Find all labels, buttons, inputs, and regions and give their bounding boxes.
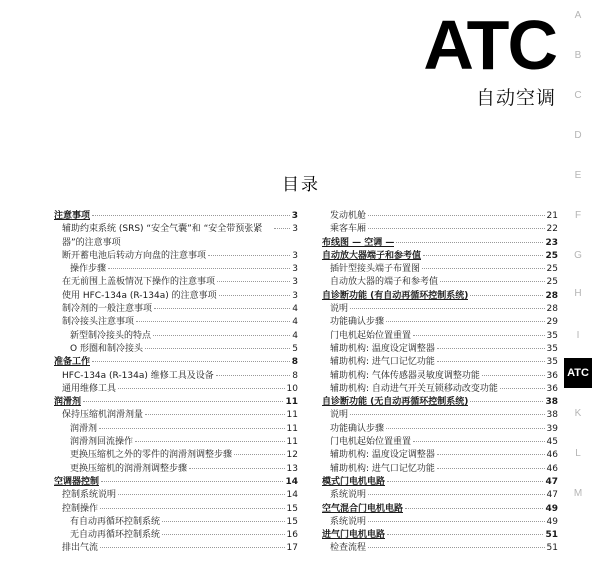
toc-leader-dots [100, 546, 285, 548]
toc-entry-page: 47 [545, 476, 558, 487]
toc-entry-title: 通用维修工具 [62, 383, 117, 394]
toc-entry[interactable] [322, 223, 558, 236]
toc-entry[interactable] [54, 356, 298, 369]
toc-entry[interactable] [54, 210, 298, 223]
toc-entry-page: 51 [545, 530, 558, 541]
toc-leader-dots [135, 440, 285, 442]
toc-entry-page: 14 [285, 476, 298, 487]
toc-entry[interactable] [54, 516, 298, 529]
toc-entry-title: 操作步骤 [70, 264, 107, 275]
toc-entry-title: O 形圈和制冷接头 [70, 343, 143, 354]
toc-entry[interactable] [322, 489, 558, 502]
toc-entry-title: 润滑剂回流操作 [70, 437, 134, 448]
toc-entry-title: 断开蓄电池后转动方向盘的注意事项 [62, 250, 207, 261]
toc-right-column [322, 210, 558, 556]
toc-leader-dots [189, 467, 285, 469]
toc-leader-dots [500, 387, 545, 389]
toc-entry-title: 系统说明 [330, 490, 367, 501]
toc-entry[interactable] [322, 263, 558, 276]
toc-leader-dots [437, 360, 545, 362]
toc-entry-title: 自诊断功能 (有自动再循环控制系统) [322, 290, 469, 301]
toc-leader-dots [217, 280, 290, 282]
side-index-m[interactable]: M [573, 488, 583, 499]
toc-entry-page: 38 [546, 410, 558, 421]
toc-entry-title: 门电机起始位置重置 [330, 330, 412, 341]
toc-entry-title: 使用 HFC-134a (R-134a) 的注意事项 [62, 290, 217, 301]
toc-entry-page: 49 [546, 516, 558, 527]
toc-entry-page: 21 [546, 211, 558, 221]
toc-entry-page: 11 [285, 397, 298, 408]
toc-entry-page: 15 [286, 503, 298, 514]
toc-entry-title: 自动放大器的端子和参考值 [330, 277, 439, 288]
toc-entry-page: 11 [286, 437, 298, 448]
toc-entry[interactable] [54, 370, 298, 383]
toc-entry-title: 准备工作 [54, 357, 91, 368]
toc-entry-page: 23 [545, 237, 558, 248]
toc-leader-dots [386, 320, 545, 322]
toc-entry-page: 47 [546, 490, 558, 501]
toc-leader-dots [350, 413, 545, 415]
toc-leader-dots [368, 520, 545, 522]
toc-entry-title: 更换压缩机之外的零件的润滑剂调整步骤 [70, 450, 233, 461]
toc-entry[interactable] [54, 436, 298, 449]
toc-entry-page: 3 [292, 277, 298, 288]
toc-leader-dots [368, 546, 545, 548]
toc-entry[interactable] [54, 542, 298, 555]
side-index-h[interactable]: H [574, 288, 582, 299]
toc-entry[interactable] [322, 250, 558, 263]
toc-entry[interactable] [322, 529, 558, 542]
side-index-i[interactable]: I [576, 330, 580, 341]
toc-entry-page: 4 [292, 317, 298, 328]
toc-entry-title: 乘客车厢 [330, 224, 367, 235]
toc-entry-page: 8 [291, 357, 298, 368]
toc-leader-dots [162, 520, 285, 522]
toc-entry-page: 35 [546, 330, 558, 341]
toc-entry-page: 46 [546, 450, 558, 461]
toc-title: 目录 [282, 175, 320, 195]
toc-entry-title: 布线图 — 空调 — [322, 237, 395, 248]
toc-leader-dots [136, 320, 290, 322]
side-index-e[interactable]: E [574, 170, 582, 181]
toc-leader-dots [482, 374, 545, 376]
toc-entry-page: 14 [286, 490, 298, 501]
toc-leader-dots [470, 294, 543, 296]
toc-leader-dots [396, 241, 543, 243]
side-index-atc[interactable]: ATC [564, 358, 592, 388]
toc-entry-page: 15 [286, 516, 298, 527]
toc-entry[interactable] [54, 276, 298, 289]
toc-entry[interactable] [322, 330, 558, 343]
toc-entry-page: 25 [546, 264, 558, 275]
toc-entry-page: 4 [292, 330, 298, 341]
toc-leader-dots [208, 254, 290, 256]
toc-entry[interactable] [322, 463, 558, 476]
toc-entry-page: 3 [292, 264, 298, 275]
toc-leader-dots [470, 400, 543, 402]
toc-entry-page: 5 [292, 343, 298, 354]
toc-entry-page: 11 [286, 410, 298, 421]
toc-leader-dots [437, 347, 545, 349]
toc-entry-title: 进气门电机电路 [322, 530, 386, 541]
side-index-l[interactable]: L [575, 448, 581, 459]
side-index-d[interactable]: D [574, 130, 582, 141]
toc-leader-dots [118, 493, 285, 495]
toc-entry-title: 新型制冷接头的特点 [70, 330, 152, 341]
toc-leader-dots [368, 493, 545, 495]
toc-entry-title: 注意事项 [54, 211, 91, 221]
toc-left-column [54, 210, 298, 556]
toc-entry-page: 51 [546, 543, 558, 554]
toc-leader-dots [437, 453, 545, 455]
toc-entry-title: 辅助机构: 温度设定调整器 [330, 343, 435, 354]
toc-entry[interactable] [54, 343, 298, 356]
toc-entry-page: 22 [546, 224, 558, 235]
toc-entry-title: 辅助机构: 自动进气开关互锁移动改变功能 [330, 383, 498, 394]
toc-entry-title: 门电机起始位置重置 [330, 437, 412, 448]
toc-leader-dots [440, 280, 545, 282]
toc-entry[interactable] [322, 516, 558, 529]
toc-entry[interactable] [54, 476, 298, 489]
toc-leader-dots [405, 507, 543, 509]
toc-entry-title: 模式门电机电路 [322, 476, 386, 487]
toc-entry-title: 发动机舱 [330, 211, 367, 221]
toc-entry[interactable] [322, 503, 558, 516]
toc-entry-title: 辅助机构: 进气口记忆功能 [330, 357, 435, 368]
toc-entry[interactable] [322, 237, 558, 250]
toc-entry-page: 28 [545, 290, 558, 301]
toc-entry-title: 辅助机构: 进气口记忆功能 [330, 463, 435, 474]
toc-entry[interactable] [322, 542, 558, 555]
toc-leader-dots [413, 334, 545, 336]
toc-entry-title: 辅助机构: 气体传感器灵敏度调整功能 [330, 370, 480, 381]
side-index-c[interactable]: C [574, 90, 582, 101]
side-index [564, 0, 602, 561]
toc-entry[interactable] [54, 529, 298, 542]
toc-entry-title: 检查流程 [330, 543, 367, 554]
toc-entry-page: 13 [286, 463, 298, 474]
toc-entry-page: 4 [292, 304, 298, 315]
toc-entry-title: 无自动再循环控制系统 [70, 530, 161, 541]
toc-entry-title: 说明 [330, 410, 349, 421]
toc-leader-dots [118, 387, 285, 389]
toc-leader-dots [422, 267, 545, 269]
toc-entry[interactable] [322, 383, 558, 396]
toc-leader-dots [274, 227, 290, 229]
toc-entry[interactable] [54, 383, 298, 396]
section-subtitle: 自动空调 [475, 87, 556, 109]
toc-entry-page: 46 [546, 463, 558, 474]
toc-entry[interactable] [322, 423, 558, 436]
toc-entry-title: 辅助约束系统 (SRS) “安全气囊”和 “安全带预张紧器”的注意事项 [62, 224, 263, 248]
toc-entry-title: 说明 [330, 304, 349, 315]
toc-leader-dots [83, 400, 283, 402]
toc-leader-dots [368, 227, 545, 229]
toc-leader-dots [219, 294, 291, 296]
toc-entry-page: 3 [292, 290, 298, 301]
toc-leader-dots [154, 307, 290, 309]
toc-leader-dots [92, 214, 290, 216]
toc-entry-title: 制冷剂的一般注意事项 [62, 304, 153, 315]
toc-entry[interactable] [54, 250, 298, 263]
toc-leader-dots [386, 427, 545, 429]
toc-leader-dots [92, 360, 290, 362]
toc-leader-dots [350, 307, 545, 309]
toc-entry-page: 39 [546, 423, 558, 434]
toc-entry-title: 自诊断功能 (无自动再循环控制系统) [322, 397, 469, 408]
toc-entry-page: 25 [545, 250, 558, 261]
toc-entry-title: HFC-134a (R-134a) 维修工具及设备 [62, 370, 214, 381]
toc-entry[interactable] [322, 343, 558, 356]
toc-entry-page: 3 [292, 250, 298, 261]
toc-entry[interactable] [322, 409, 558, 422]
toc-entry-title: 保持压缩机润滑剂量 [62, 410, 144, 421]
toc-entry[interactable] [322, 316, 558, 329]
toc-leader-dots [145, 413, 285, 415]
toc-leader-dots [108, 267, 290, 269]
toc-entry-title: 系统说明 [330, 516, 367, 527]
toc-leader-dots [100, 507, 285, 509]
toc-entry-page: 12 [286, 450, 298, 461]
toc-entry[interactable] [322, 436, 558, 449]
toc-leader-dots [387, 533, 543, 535]
toc-leader-dots [216, 374, 291, 376]
side-index-f[interactable]: F [574, 210, 582, 221]
toc-entry-page: 49 [545, 503, 558, 514]
toc-entry[interactable] [322, 449, 558, 462]
toc-entry-title: 润滑剂 [54, 397, 82, 408]
toc-entry[interactable] [322, 356, 558, 369]
toc-leader-dots [153, 334, 290, 336]
toc-entry-title: 更换压缩机的润滑剂调整步骤 [70, 463, 188, 474]
toc-entry[interactable] [54, 303, 298, 316]
toc-leader-dots [413, 440, 545, 442]
toc-entry[interactable] [322, 396, 558, 409]
toc-entry[interactable] [322, 290, 558, 303]
toc-entry[interactable] [54, 290, 298, 303]
toc-entry-page: 10 [286, 383, 298, 394]
toc-entry-title: 功能确认步骤 [330, 317, 385, 328]
toc-entry[interactable] [54, 449, 298, 462]
toc-entry-title: 润滑剂 [70, 423, 98, 434]
side-index-g[interactable]: G [574, 250, 582, 261]
toc-entry-page: 35 [546, 357, 558, 368]
toc-leader-dots [423, 254, 543, 256]
toc-entry-title: 有自动再循环控制系统 [70, 516, 161, 527]
toc-leader-dots [162, 533, 285, 535]
toc-leader-dots [99, 427, 285, 429]
toc-entry[interactable] [322, 476, 558, 489]
toc-entry[interactable] [54, 503, 298, 516]
toc-entry-page: 16 [286, 530, 298, 541]
toc-entry-page: 11 [286, 423, 298, 434]
toc-entry[interactable] [322, 210, 558, 223]
toc-entry[interactable] [322, 370, 558, 383]
toc-leader-dots [234, 453, 285, 455]
toc-entry[interactable] [54, 330, 298, 343]
toc-entry[interactable] [322, 276, 558, 289]
toc-entry-page: 25 [546, 277, 558, 288]
section-code: ATC [423, 6, 556, 84]
toc-entry-title: 制冷接头注意事项 [62, 317, 135, 328]
toc-entry-page: 29 [546, 317, 558, 328]
toc-entry-page: 38 [545, 397, 558, 408]
toc-leader-dots [101, 480, 283, 482]
toc-leader-dots [145, 347, 290, 349]
toc-entry-page: 3 [291, 211, 298, 221]
toc-entry[interactable] [54, 409, 298, 422]
toc-leader-dots [437, 467, 545, 469]
toc-entry-title: 插针型接头端子布置图 [330, 264, 421, 275]
side-index-a[interactable]: A [574, 10, 582, 21]
toc-entry-page: 3 [292, 224, 298, 235]
toc-entry-title: 空调器控制 [54, 476, 100, 487]
toc-entry[interactable] [54, 463, 298, 476]
toc-entry-title: 控制操作 [62, 503, 99, 514]
toc-entry-title: 功能确认步骤 [330, 423, 385, 434]
toc-entry-title: 辅助机构: 温度设定调整器 [330, 450, 435, 461]
toc-entry[interactable] [54, 423, 298, 436]
toc-entry-page: 45 [546, 437, 558, 448]
toc-entry[interactable] [322, 303, 558, 316]
toc-leader-dots [368, 214, 545, 216]
toc-entry[interactable] [54, 489, 298, 502]
toc-entry-title: 空气混合门电机电路 [322, 503, 404, 514]
toc-entry[interactable] [54, 223, 298, 250]
toc-entry-title: 在无前围上盖板情况下操作的注意事项 [62, 277, 216, 288]
toc-entry[interactable] [54, 316, 298, 329]
toc-entry-title: 自动放大器端子和参考值 [322, 250, 422, 261]
toc-entry-page: 35 [546, 343, 558, 354]
toc-entry-title: 排出气流 [62, 543, 99, 554]
toc-entry[interactable] [54, 396, 298, 409]
toc-entry-page: 28 [546, 304, 558, 315]
toc-leader-dots [387, 480, 543, 482]
toc-entry-page: 8 [292, 370, 298, 381]
side-index-b[interactable]: B [574, 50, 582, 61]
toc-entry-page: 36 [546, 383, 558, 394]
toc-entry-page: 36 [546, 370, 558, 381]
toc-entry[interactable] [54, 263, 298, 276]
toc-entry-page: 17 [286, 543, 298, 554]
side-index-k[interactable]: K [574, 408, 582, 419]
toc-entry-title: 控制系统说明 [62, 490, 117, 501]
